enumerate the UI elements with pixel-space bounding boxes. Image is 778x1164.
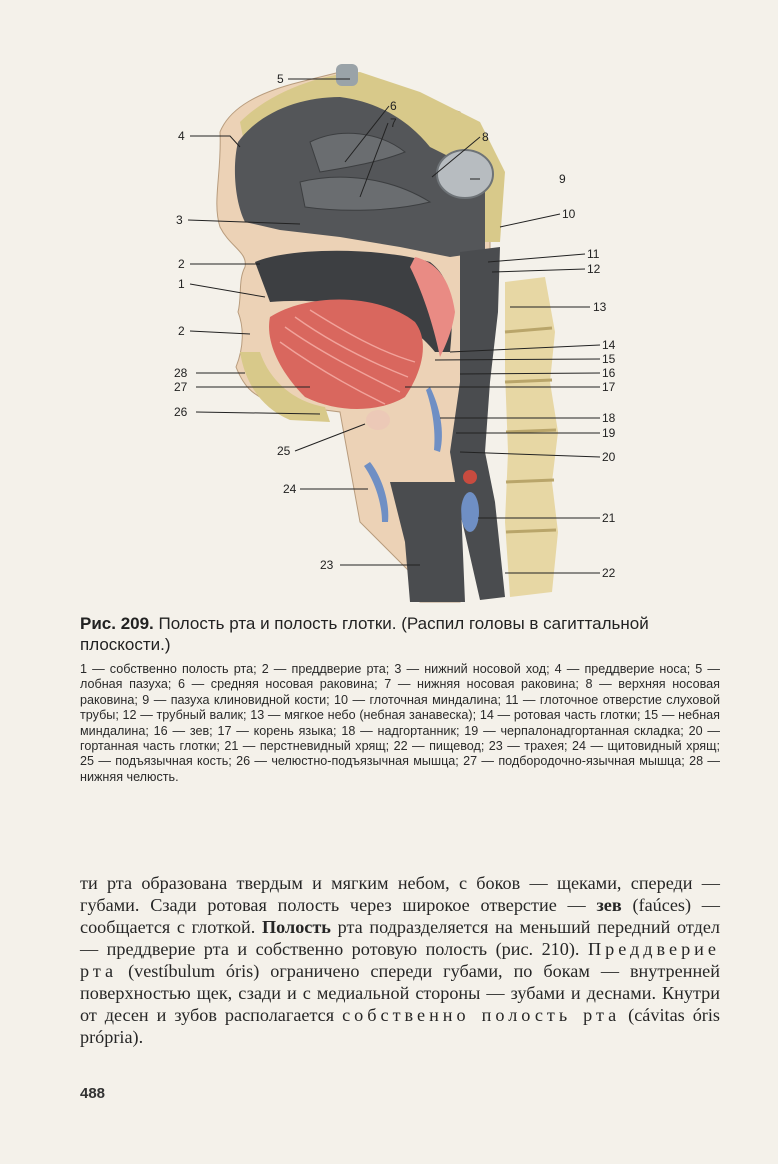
cricoid-cartilage bbox=[461, 492, 479, 532]
hyoid-bone bbox=[366, 410, 390, 430]
body-text-3: (faúces) — сообщается с глоткой. bbox=[80, 895, 720, 937]
caption-prefix: Рис. 209. bbox=[80, 614, 154, 633]
caption-title bbox=[80, 613, 720, 655]
label-14: 14 bbox=[602, 338, 616, 352]
label-11: 11 bbox=[587, 247, 600, 261]
label-8: 8 bbox=[482, 130, 489, 144]
caption-title-text: Полость рта и полость глотки. (Распил головы в сагиттальной плоскости.) bbox=[80, 614, 649, 654]
body-text-9: (cávitas óris própria). bbox=[80, 1005, 720, 1047]
label-26: 26 bbox=[174, 405, 188, 419]
label-4: 4 bbox=[178, 129, 185, 143]
body-text-5: рта подразделяется на меньший передний отдел — преддверие рта и собственно ротовую полость (рис. 210). bbox=[80, 917, 720, 959]
label-19: 19 bbox=[602, 426, 616, 440]
sphenoid-sinus bbox=[437, 150, 493, 198]
label-12: 12 bbox=[587, 262, 601, 276]
label-2b: 2 bbox=[178, 324, 185, 338]
label-2a: 2 bbox=[178, 257, 185, 271]
label-28: 28 bbox=[174, 366, 188, 380]
anatomy-figure bbox=[160, 52, 630, 607]
body-paragraph bbox=[80, 872, 720, 1048]
label-20: 20 bbox=[602, 450, 616, 464]
body-text-7: (vestíbulum óris) ограничено спереди губами, по бокам — внутренней поверхностью щек, сзади и с медиальной стороны — зубами и деснами. Кнутри от десен и зубов располагается bbox=[80, 961, 720, 1025]
label-17: 17 bbox=[602, 380, 616, 394]
label-13: 13 bbox=[593, 300, 607, 314]
body-term-polost: Полость bbox=[262, 917, 331, 937]
frontal-sinus bbox=[336, 64, 358, 86]
body-term-vestibule: Преддверие рта bbox=[80, 939, 720, 981]
page-number: 488 bbox=[80, 1085, 106, 1102]
caption-legend: 1 — собственно полость рта; 2 — преддверие рта; 3 — нижний носовой ход; 4 — преддверие носа; 5 — лобная пазуха; 6 — средняя носовая раковина; 7 — нижняя носовая раковина; 8 — верхняя носовая раковина; 9 — пазуха клиновидной кости; 10 — глоточная миндалина; 11 — глоточное отверстие слуховой трубы; 12 — трубный валик; 13 — мягкое небо (небная занавеска); 14 — ротовая часть глотки; 15 — небная миндалина; 16 — зев; 17 — корень языка; 18 — надгортанник; 19 — черпалонадгортанная складка; 20 — гортанная часть глотки; 21 — перстневидный хрящ; 22 — пищевод; 23 — трахея; 24 — щитовидный хрящ; 25 — подъязычная кость; 26 — челюстно-подъязычная мышца; 27 — подбородочно-язычная мышца; 28 — нижняя челюсть. bbox=[80, 662, 720, 784]
cricoid-top bbox=[463, 470, 477, 484]
label-22: 22 bbox=[602, 566, 616, 580]
label-6: 6 bbox=[390, 99, 397, 113]
label-24: 24 bbox=[283, 482, 297, 496]
label-1: 1 bbox=[178, 277, 185, 291]
label-16: 16 bbox=[602, 366, 616, 380]
body-term-oral-cavity-proper: собственно полость рта bbox=[342, 1005, 621, 1025]
body-text-1: ти рта образована твердым и мягким небом, с боков — щеками, спереди — губами. Сзади ротовая полость через широкое отверстие — bbox=[80, 873, 720, 915]
label-3: 3 bbox=[176, 213, 183, 227]
label-5: 5 bbox=[277, 72, 284, 86]
label-27: 27 bbox=[174, 380, 188, 394]
label-9: 9 bbox=[559, 172, 566, 186]
label-23: 23 bbox=[320, 558, 334, 572]
label-21: 21 bbox=[602, 511, 616, 525]
label-10: 10 bbox=[562, 207, 576, 221]
label-15: 15 bbox=[602, 352, 616, 366]
anatomy-illustration bbox=[217, 64, 558, 602]
label-18: 18 bbox=[602, 411, 616, 425]
body-term-zev: зев bbox=[596, 895, 622, 915]
label-25: 25 bbox=[277, 444, 291, 458]
vertebral-column bbox=[505, 277, 558, 597]
figure-caption bbox=[80, 613, 720, 785]
label-7: 7 bbox=[390, 116, 397, 130]
